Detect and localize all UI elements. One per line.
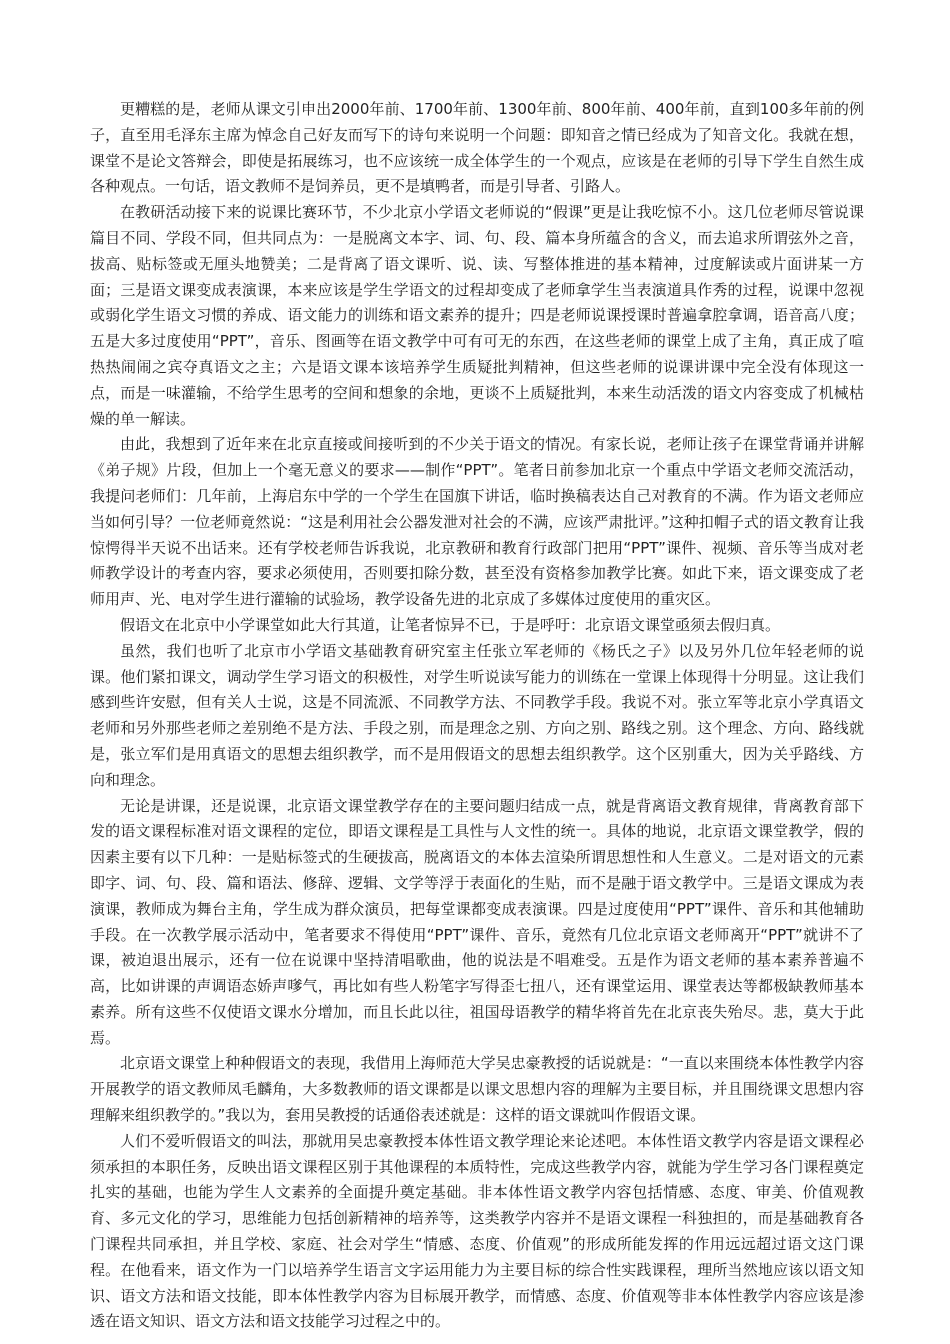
paragraph-3: 由此，我想到了近年来在北京直接或间接听到的不少关于语文的情况。有家长说，老师让孩子在课堂背诵并讲解《弟子规》片段，但加上一个毫无意义的要求——制作“PPT”。笔者日前参加北京一个重点中学语文老师交流活动，我提问老师们：几年前，上海启东中学的一个学生在国旗下讲话，临时换稿表达自己对教育的不满。作为语文老师应当如何引导？一位老师竟然说：“这是利用社会公器发泄对社会的不满，应该严肃批评。”这种扣帽子式的语文教育让我惊愕得半天说不出话来。还有学校老师告诉我说，北京教研和教育行政部门把用“PPT”课件、视频、音乐等当成对老师教学设计的考查内容，要求必须使用，否则要扣除分数，甚至没有资格参加教学比赛。如此下来，语文课变成了老师用声、光、电对学生进行灌输的试验场，教学设备先进的北京成了多媒体过度使用的重灾区。 — [90, 435, 864, 609]
paragraph-4: 假语文在北京中小学课堂如此大行其道，让笔者惊异不已，于是呼吁：北京语文课堂亟须去假归真。 — [120, 615, 781, 634]
paragraph-7: 北京语文课堂上种种假语文的表现，我借用上海师范大学吴忠豪教授的话说就是：“一直以来围绕本体性教学内容开展教学的语文教师凤毛麟角，大多数教师的语文课都是以课文思想内容的理解为主要目标，并且围绕课文思想内容理解来组织教学的。”我以为，套用吴教授的话通俗表述就是：这样的语文课就叫作假语文课。 — [90, 1054, 864, 1125]
paragraph-8: 人们不爱听假语文的叫法，那就用吴忠豪教授本体性语文教学理论来论述吧。本体性语文教学内容是语文课程必须承担的本职任务，反映出语文课程区别于其他课程的本质特性，完成这些教学内容，就能为学生学习各门课程奠定扎实的基础，也能为学生人文素养的全面提升奠定基础。非本体性语文教学内容包括情感、态度、审美、价值观教育、多元文化的学习，思维能力包括创新精神的培养等，这类教学内容并不是语文课程一科独担的，而是基础教育各门课程共同承担，并且学校、家庭、社会对学生“情感、态度、价值观”的形成所能发挥的作用远远超过语文这门课程。在他看来，语文作为一门以培养学生语言文字运用能力为主要目标的综合性实践课程，理所当然地应该以语文知识、语文方法和语文技能，即本体性教学内容为目标展开教学，而情感、态度、价值观等非本体性教学内容应该是渗透在语文知识、语文方法和语文技能学习过程之中的。 — [90, 1131, 864, 1331]
paragraph-6: 无论是讲课，还是说课，北京语文课堂教学存在的主要问题归结成一点，就是背离语文教育规律，背离教育部下发的语文课程标准对语文课程的定位，即语文课程是工具性与人文性的统一。具体的地说，北京语文课堂教学，假的因素主要有以下几种：一是贴标签式的生硬拔高，脱离语文的本体去渲染所谓思想性和人生意义。二是对语文的元素即字、词、句、段、篇和语法、修辞、逻辑、文学等浮于表面化的生贴，而不是融于语文教学中。三是语文课成为表演课，教师成为舞台主角，学生成为群众演员，把每堂课都变成表演课。四是过度使用“PPT”课件、音乐和其他辅助手段。在一次教学展示活动中，笔者要求不得使用“PPT”课件、音乐，竟然有几位北京语文老师离开“PPT”就讲不了课，被迫退出展示，还有一位在说课中坚持清唱歌曲，他的说法是不唱难受。五是作为语文老师的基本素养普遍不高，比如讲课的声调语态娇声嗲气，再比如有些人粉笔字写得歪七扭八，还有课堂运用、课堂表达等都极缺教师基本素养。所有这些不仅使语文课水分增加，而且长此以往，祖国母语教学的精华将首先在北京丧失殆尽。悲，莫大于此焉。 — [90, 796, 864, 1047]
paragraph-2: 在教研活动接下来的说课比赛环节，不少北京小学语文老师说的“假课”更是让我吃惊不小。这几位老师尽管说课篇目不同、学段不同，但共同点为：一是脱离文本字、词、句、段、篇本身所蕴含的含义，而去追求所谓弦外之音，拔高、贴标签或无厘头地赞美；二是背离了语文课听、说、读、写整体推进的基本精神，过度解读或片面讲某一方面；三是语文课变成表演课，本来应该是学生学语文的过程却变成了老师拿学生当表演道具作秀的过程，说课中忽视或弱化学生语文习惯的养成、语文能力的训练和语文素养的提升；四是老师说课授课时普遍拿腔拿调，语音高八度；五是大多过度使用“PPT”，音乐、图画等在语文教学中可有可无的东西，在这些老师的课堂上成了主角，真正成了喧热热闹闹之宾夺真语文之主；六是语文课本该培养学生质疑批判精神，但这些老师的说课讲课中完全没有体现这一点，而是一味灌输，不给学生思考的空间和想象的余地，更谈不上质疑批判，本来生动活泼的语文内容变成了机械枯燥的单一解读。 — [90, 203, 864, 428]
paragraph-5: 虽然，我们也听了北京市小学语文基础教育研究室主任张立军老师的《杨氏之子》以及另外几位年轻老师的说课。他们紧扣课文，调动学生学习语文的积极性，对学生听说读写能力的训练在一堂课上体现得十分明显。这让我们感到些许安慰，但有关人士说，这是不同流派、不同教学方法、不同教学手段。我说不对。张立军等北京小学真语文老师和另外那些老师之差别绝不是方法、手段之别，而是理念之别、方向之别、路线之别。这个理念、方向、路线就是，张立军们是用真语文的思想去组织教学，而不是用假语文的思想去组织教学。这个区别重大，因为关乎路线、方向和理念。 — [90, 641, 864, 789]
document-body — [90, 97, 864, 1335]
paragraph-1: 更糟糕的是，老师从课文引申出2000年前、1700年前、1300年前、800年前、400年前，直到100多年前的例子，直至用毛泽东主席为悼念自己好友而写下的诗句来说明一个问题：即知音之情已经成为了知音文化。我就在想，课堂不是论文答辩会，即使是拓展练习，也不应该统一成全体学生的一个观点，应该是在老师的引导下学生自然生成各种观点。一句话，语文教师不是饲养员，更不是填鸭者，而是引导者、引路人。 — [90, 100, 864, 196]
